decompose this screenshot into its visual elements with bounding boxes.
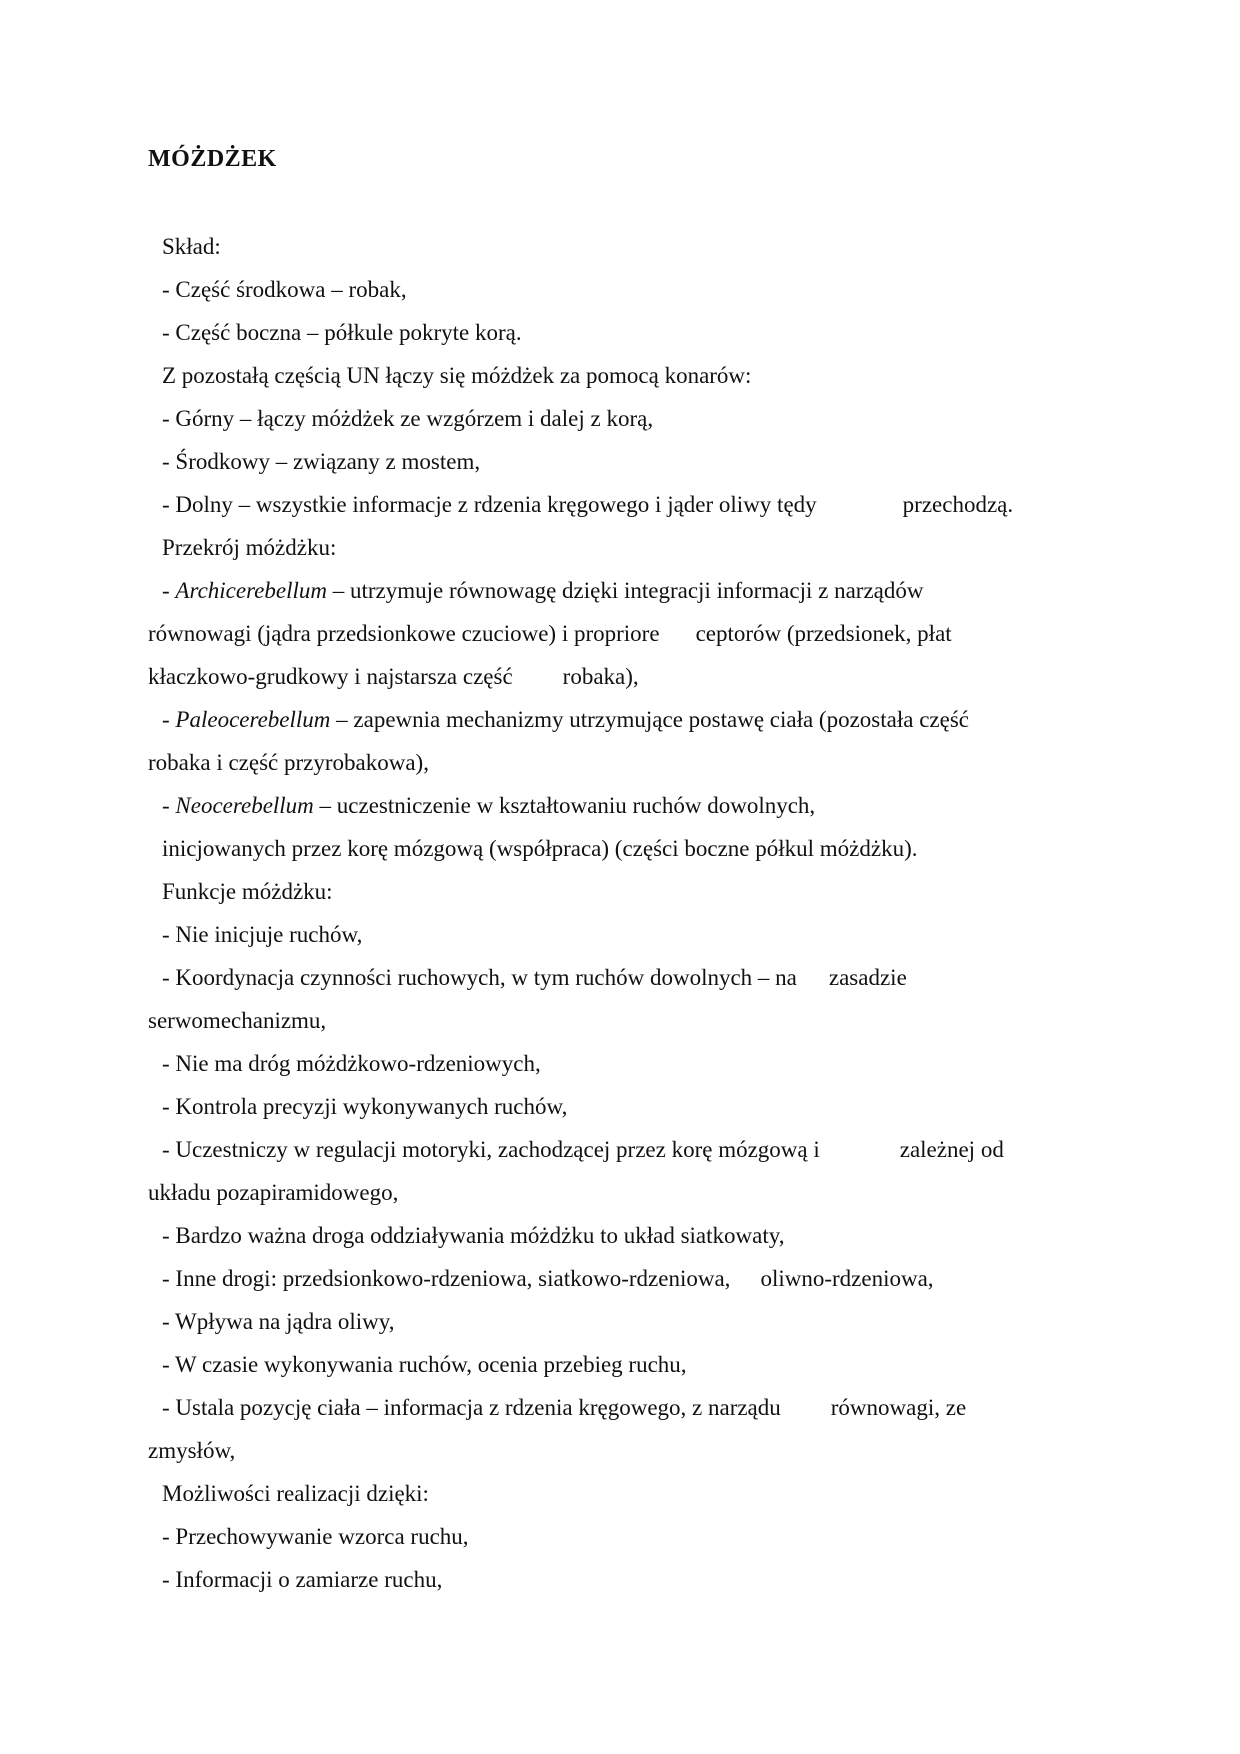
text-segment: robaka), bbox=[562, 664, 639, 689]
list-item: - Nie inicjuje ruchów, bbox=[162, 922, 363, 947]
list-item: - Część środkowa – robak, bbox=[162, 277, 407, 302]
text-segment: równowagi, ze bbox=[830, 1395, 967, 1420]
list-item: - Nie ma dróg móżdżkowo-rdzeniowych, bbox=[162, 1051, 541, 1076]
text-segment: – zapewnia mechanizmy utrzymujące postawę ciała (pozostała część bbox=[330, 707, 969, 732]
list-item bbox=[162, 1264, 934, 1294]
page-title: MÓŻDŻEK bbox=[148, 146, 277, 172]
list-item-continuation: układu pozapiramidowego, bbox=[148, 1180, 399, 1205]
list-item: - Wpływa na jądra oliwy, bbox=[162, 1309, 395, 1334]
list-item: - Informacji o zamiarze ruchu, bbox=[162, 1567, 443, 1592]
section-heading-mozliwosci: Możliwości realizacji dzięki: bbox=[162, 1481, 429, 1506]
latin-term: Archicerebellum bbox=[175, 578, 327, 603]
list-item: - Górny – łączy móżdżek ze wzgórzem i dalej z korą, bbox=[162, 406, 654, 431]
list-item: - Bardzo ważna droga oddziaływania móżdżku to układ siatkowaty, bbox=[162, 1223, 785, 1248]
text-segment: - Uczestniczy w regulacji motoryki, zachodzącej przez korę mózgową i bbox=[162, 1137, 820, 1162]
text-segment: oliwno-rdzeniowa, bbox=[760, 1266, 934, 1291]
text-segment: - bbox=[162, 578, 176, 603]
text-segment: zależnej od bbox=[899, 1137, 1004, 1162]
list-item bbox=[162, 1135, 1004, 1165]
section-heading-przekroj: Przekrój móżdżku: bbox=[162, 535, 337, 560]
list-item bbox=[162, 791, 815, 821]
latin-term: Paleocerebellum bbox=[175, 707, 331, 732]
section-heading-sklad: Skład: bbox=[162, 234, 221, 259]
list-item-continuation bbox=[148, 619, 952, 649]
list-item: - Kontrola precyzji wykonywanych ruchów, bbox=[162, 1094, 568, 1119]
list-item-continuation: robaka i część przyrobakowa), bbox=[148, 750, 429, 775]
paragraph: Z pozostałą częścią UN łączy się móżdżek za pomocą konarów: bbox=[162, 363, 752, 388]
text-segment: - bbox=[162, 707, 176, 732]
text-segment: ceptorów (przedsionek, płat bbox=[695, 621, 952, 646]
text-segment: - Koordynacja czynności ruchowych, w tym ruchów dowolnych – na bbox=[162, 965, 797, 990]
section-heading-funkcje: Funkcje móżdżku: bbox=[162, 879, 333, 904]
text-segment: – utrzymuje równowagę dzięki integracji informacji z narządów bbox=[327, 578, 924, 603]
list-item-continuation: zmysłów, bbox=[148, 1438, 236, 1463]
list-item: - W czasie wykonywania ruchów, ocenia przebieg ruchu, bbox=[162, 1352, 687, 1377]
list-item: - Część boczna – półkule pokryte korą. bbox=[162, 320, 522, 345]
list-item bbox=[162, 705, 969, 735]
text-segment: przechodzą. bbox=[902, 492, 1014, 517]
latin-term: Neocerebellum bbox=[175, 793, 314, 818]
text-segment: zasadzie bbox=[828, 965, 907, 990]
text-segment: równowagi (jądra przedsionkowe czuciowe) i propriore bbox=[148, 621, 660, 646]
list-item: - Przechowywanie wzorca ruchu, bbox=[162, 1524, 469, 1549]
text-segment: - Dolny – wszystkie informacje z rdzenia kręgowego i jąder oliwy tędy bbox=[162, 492, 817, 517]
list-item bbox=[162, 963, 907, 993]
text-segment: kłaczkowo-grudkowy i najstarsza część bbox=[148, 664, 513, 689]
text-segment: - Inne drogi: przedsionkowo-rdzeniowa, siatkowo-rdzeniowa, bbox=[162, 1266, 731, 1291]
text-segment: – uczestniczenie w kształtowaniu ruchów dowolnych, bbox=[313, 793, 816, 818]
list-item-continuation: inicjowanych przez korę mózgową (współpraca) (części boczne półkul móżdżku). bbox=[162, 836, 918, 861]
list-item-continuation bbox=[148, 662, 639, 692]
list-item: - Środkowy – związany z mostem, bbox=[162, 449, 481, 474]
text-segment: - Ustala pozycję ciała – informacja z rdzenia kręgowego, z narządu bbox=[162, 1395, 781, 1420]
text-segment: - bbox=[162, 793, 176, 818]
list-item bbox=[162, 1393, 966, 1423]
list-item-continuation: serwomechanizmu, bbox=[148, 1008, 327, 1033]
list-item bbox=[162, 576, 923, 606]
list-item bbox=[162, 490, 1013, 520]
